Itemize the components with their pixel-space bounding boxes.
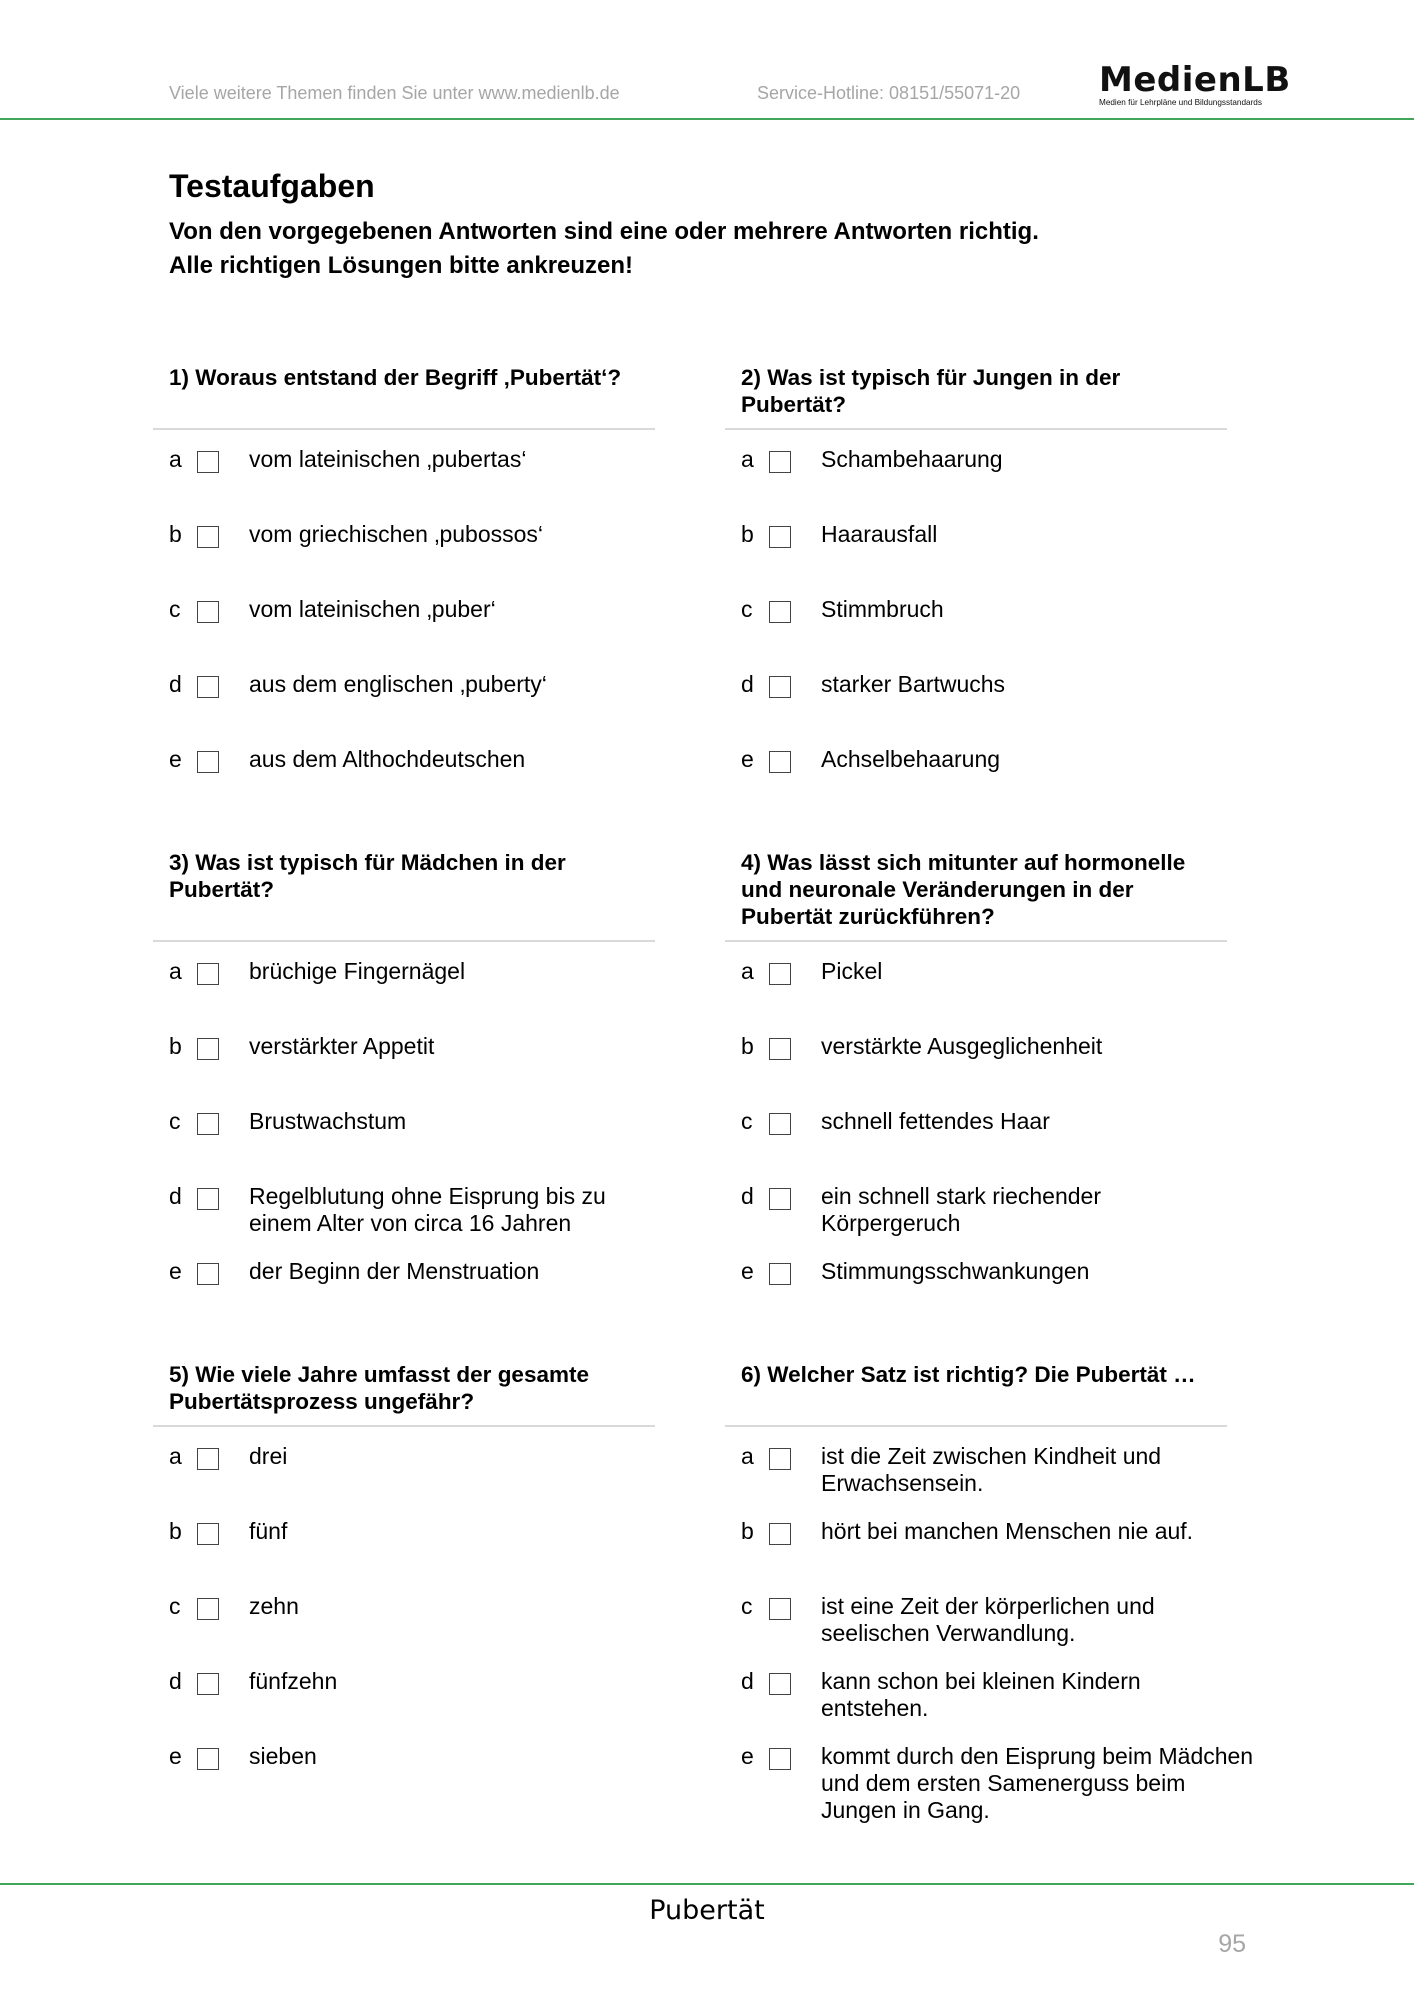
answer-checkbox[interactable] [769,676,791,698]
option-letter: b [169,1033,182,1059]
option-text: fünfzehn [249,1668,338,1694]
question-divider [153,428,655,430]
option-text: Stimmungsschwankungen [821,1258,1090,1284]
question-divider [153,940,655,942]
option-e [741,1258,1281,1318]
question-divider [153,1425,655,1427]
option-d [169,1183,709,1243]
answer-checkbox[interactable] [197,751,219,773]
option-b [741,1033,1281,1093]
option-e [169,1743,709,1803]
option-e [169,746,709,806]
option-letter: d [169,671,182,697]
option-a [169,1443,709,1503]
option-text: ist eine Zeit der körperlichen und seelischen Verwandlung. [821,1593,1155,1646]
option-letter: b [741,1518,754,1544]
question-3 [169,849,709,1284]
option-e [169,1258,709,1318]
option-a [741,446,1281,506]
answer-checkbox[interactable] [769,751,791,773]
option-letter: c [169,596,181,622]
answer-checkbox[interactable] [769,1188,791,1210]
option-a [741,1443,1281,1503]
option-text: vom lateinischen ‚pubertas‘ [249,446,527,472]
option-text: verstärkter Appetit [249,1033,435,1059]
answer-checkbox[interactable] [197,1188,219,1210]
question-divider [725,940,1227,942]
option-c [169,1108,709,1168]
option-letter: e [741,746,754,772]
option-c [169,596,709,656]
option-letter: c [741,596,753,622]
option-letter: e [169,1743,182,1769]
logo-wordmark: MedienLB [1099,60,1291,100]
answer-checkbox[interactable] [769,526,791,548]
option-letter: d [169,1183,182,1209]
option-text: Regelblutung ohne Eisprung bis zu einem Alter von circa 16 Jahren [249,1183,606,1236]
option-letter: a [169,958,182,984]
question-2 [741,364,1281,772]
option-d [741,1668,1281,1728]
option-d [741,671,1281,731]
header-hotline-text: Service-Hotline: 08151/55071-20 [757,83,1021,103]
answer-checkbox[interactable] [197,526,219,548]
option-letter: c [741,1593,753,1619]
question-1 [169,364,709,772]
question-title-wrap [169,364,709,434]
option-text: fünf [249,1518,288,1544]
option-text: hört bei manchen Menschen nie auf. [821,1518,1194,1544]
answer-checkbox[interactable] [769,1748,791,1770]
answer-checkbox[interactable] [769,1113,791,1135]
option-letter: c [169,1593,181,1619]
answer-checkbox[interactable] [197,1113,219,1135]
instructions [169,215,1039,283]
option-letter: e [169,746,182,772]
header-divider [0,118,1414,120]
option-letter: e [741,1258,754,1284]
page-number: 95 [1218,1930,1246,1958]
option-text: brüchige Fingernägel [249,958,466,984]
option-letter: d [741,1668,754,1694]
answer-checkbox[interactable] [197,1448,219,1470]
option-letter: a [741,958,754,984]
option-text: aus dem Althochdeutschen [249,746,526,772]
option-text: Pickel [821,958,883,984]
option-d [741,1183,1281,1243]
option-text: schnell fettendes Haar [821,1108,1050,1134]
option-text: verstärkte Ausgeglichenheit [821,1033,1103,1059]
question-title-wrap [169,849,609,919]
header-site-text: Viele weitere Themen finden Sie unter www.medienlb.de [169,83,620,103]
option-c [741,1108,1281,1168]
answer-checkbox[interactable] [769,601,791,623]
option-text: ein schnell stark riechender Körpergeruch [821,1183,1101,1236]
question-title-wrap [169,1361,639,1431]
option-letter: a [169,1443,182,1469]
option-letter: c [741,1108,753,1134]
footer-title: Pubertät [649,1895,765,1926]
answer-checkbox[interactable] [197,1748,219,1770]
option-b [169,1518,709,1578]
option-a [169,446,709,506]
answer-checkbox[interactable] [197,1523,219,1545]
option-letter: a [741,1443,754,1469]
option-text: vom lateinischen ‚puber‘ [249,596,496,622]
question-title: 1) Woraus entstand der Begriff ‚Pubertät‘? [169,365,622,390]
answer-checkbox[interactable] [769,1263,791,1285]
question-title-wrap [741,849,1221,946]
option-text: Brustwachstum [249,1108,407,1134]
option-text: kommt durch den Eisprung beim Mädchen und dem ersten Samenerguss beim Jungen in Gang. [821,1743,1254,1823]
question-title-wrap [741,364,1161,434]
option-letter: a [169,446,182,472]
option-e [741,1743,1281,1823]
option-text: Schambehaarung [821,446,1003,472]
option-text: starker Bartwuchs [821,671,1006,697]
option-letter: a [741,446,754,472]
question-title: 2) Was ist typisch für Jungen in der Pubertät? [741,365,1121,417]
question-title: 5) Wie viele Jahre umfasst der gesamte Pubertätsprozess ungefähr? [169,1362,589,1414]
answer-checkbox[interactable] [769,963,791,985]
option-a [169,958,709,1018]
option-text: Achselbehaarung [821,746,1001,772]
option-letter: b [169,521,182,547]
option-a [741,958,1281,1018]
question-title: 3) Was ist typisch für Mädchen in der Pubertät? [169,850,566,902]
option-text: Stimmbruch [821,596,944,622]
option-letter: e [169,1258,182,1284]
answer-checkbox[interactable] [197,963,219,985]
answer-checkbox[interactable] [197,1038,219,1060]
option-letter: d [741,671,754,697]
option-text: aus dem englischen ‚puberty‘ [249,671,547,697]
question-title-wrap [741,1361,1281,1431]
answer-checkbox[interactable] [769,1448,791,1470]
option-b [169,1033,709,1093]
option-text: kann schon bei kleinen Kindern entstehen. [821,1668,1141,1721]
option-b [741,521,1281,581]
question-5 [169,1361,709,1769]
question-title: 4) Was lässt sich mitunter auf hormonelle und neuronale Veränderungen in der Pubertät zurückführen? [741,850,1186,929]
question-divider [725,1425,1227,1427]
answer-checkbox[interactable] [769,451,791,473]
option-text: sieben [249,1743,317,1769]
option-letter: b [169,1518,182,1544]
page-title: Testaufgaben [169,168,375,204]
answer-checkbox[interactable] [197,601,219,623]
option-text: ist die Zeit zwischen Kindheit und Erwachsensein. [821,1443,1162,1496]
answer-checkbox[interactable] [197,1673,219,1695]
answer-checkbox[interactable] [769,1038,791,1060]
instructions-line-2: Alle richtigen Lösungen bitte ankreuzen! [169,252,634,279]
option-c [741,1593,1281,1653]
answer-checkbox[interactable] [769,1673,791,1695]
option-b [169,521,709,581]
instructions-line-1: Von den vorgegebenen Antworten sind eine oder mehrere Antworten richtig. [169,218,1039,245]
option-text: vom griechischen ‚pubossos‘ [249,521,544,547]
option-b [741,1518,1281,1578]
option-c [169,1593,709,1653]
medienlb-logo [1099,62,1289,107]
question-title: 6) Welcher Satz ist richtig? Die Pubertät … [741,1362,1196,1387]
option-letter: b [741,521,754,547]
option-e [741,746,1281,806]
option-letter: b [741,1033,754,1059]
answer-checkbox[interactable] [769,1523,791,1545]
answer-checkbox[interactable] [197,676,219,698]
answer-checkbox[interactable] [769,1598,791,1620]
answer-checkbox[interactable] [197,1263,219,1285]
option-c [741,596,1281,656]
option-text: zehn [249,1593,299,1619]
option-d [169,1668,709,1728]
option-text: drei [249,1443,288,1469]
option-text: der Beginn der Menstruation [249,1258,540,1284]
option-letter: c [169,1108,181,1134]
answer-checkbox[interactable] [197,451,219,473]
footer-divider [0,1883,1414,1885]
option-letter: d [741,1183,754,1209]
question-4 [741,849,1281,1284]
option-d [169,671,709,731]
answer-checkbox[interactable] [197,1598,219,1620]
option-letter: e [741,1743,754,1769]
option-letter: d [169,1668,182,1694]
option-text: Haarausfall [821,521,938,547]
logo-tagline: Medien für Lehrpläne und Bildungsstandards [1099,98,1262,107]
question-6 [741,1361,1281,1823]
question-divider [725,428,1227,430]
